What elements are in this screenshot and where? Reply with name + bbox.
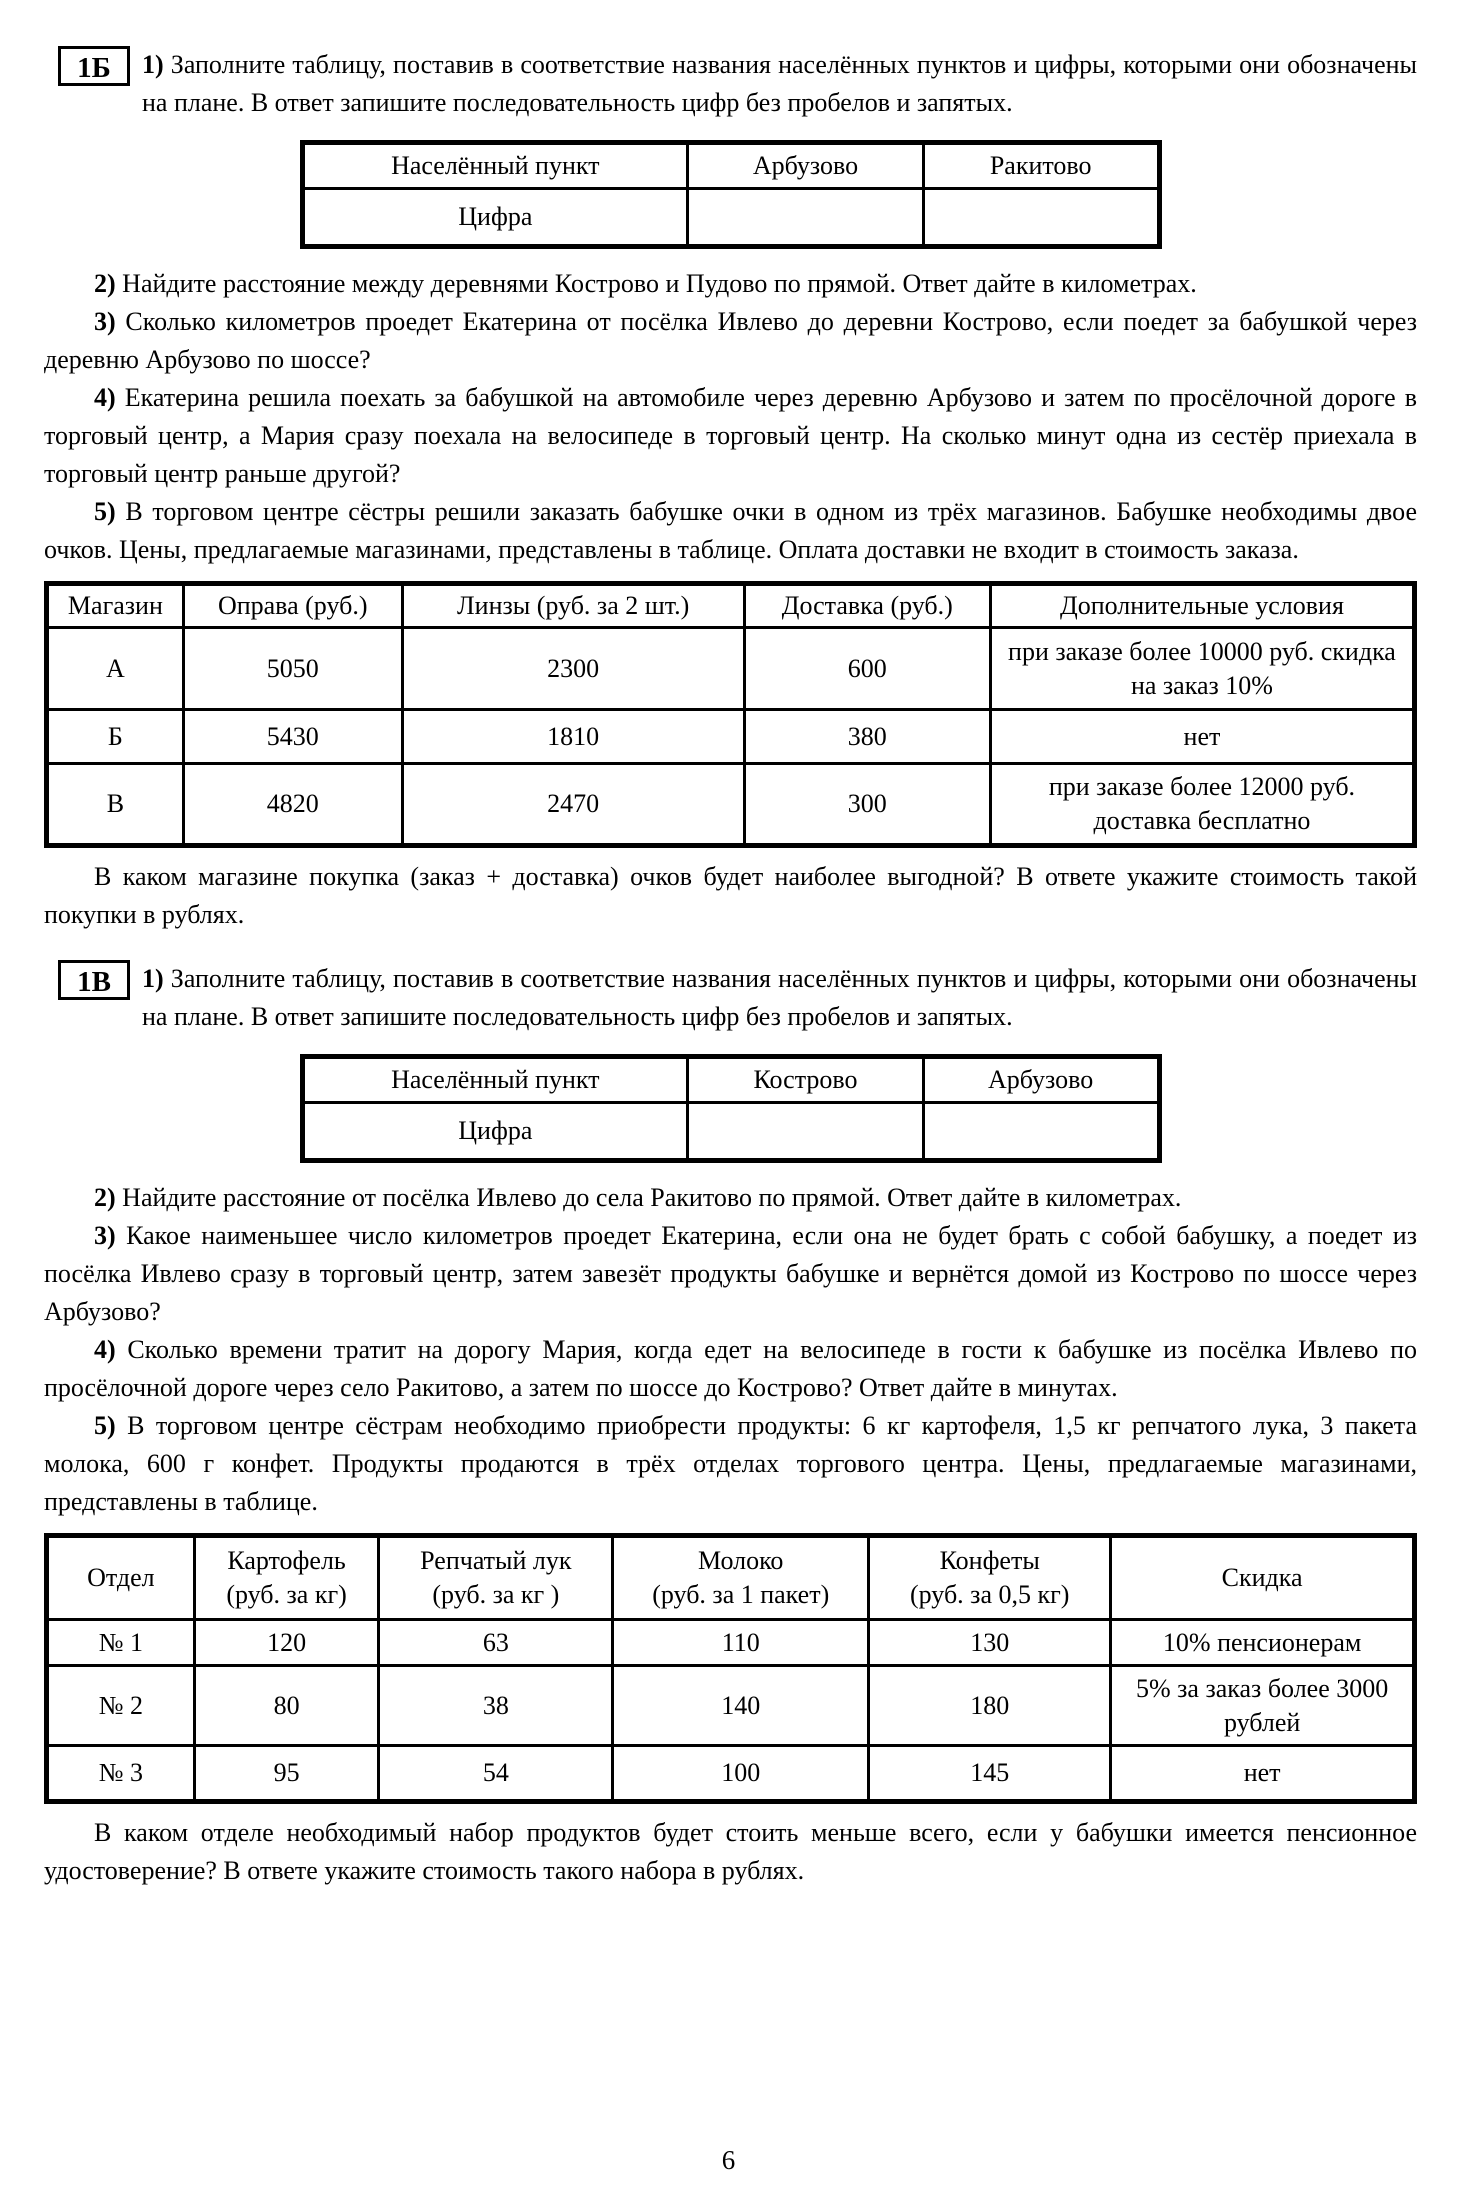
digit-row-label: Цифра — [302, 1103, 688, 1161]
delivery-price-cell: 600 — [744, 628, 990, 710]
answer-cell-empty — [923, 1103, 1159, 1161]
milk-price-cell: 100 — [613, 1746, 869, 1802]
task-1b-item-4 — [44, 379, 1417, 493]
column-title: Репчатый лук — [420, 1546, 572, 1575]
task-1v-item-5 — [44, 1407, 1417, 1521]
conditions-cell: при заказе более 10000 руб. скидка на заказ 10% — [990, 628, 1414, 710]
item-text: В торговом центре сёстрам необходимо приобрести продукты: 6 кг картофеля, 1,5 кг репчатого лука, 3 пакета молока, 600 г конфет. Продукты продаются в трёх отделах торгового центра. Цены, предлагаемые магазинами, представлены в таблице. — [44, 1411, 1417, 1516]
sweets-price-cell: 145 — [869, 1746, 1111, 1802]
item-number: 1) — [142, 964, 164, 993]
table-row — [302, 189, 1159, 247]
table-row-shop-b — [47, 710, 1415, 764]
column-header-conditions: Дополнительные условия — [990, 584, 1414, 628]
onion-price-cell: 54 — [379, 1746, 613, 1802]
delivery-price-cell: 380 — [744, 710, 990, 764]
task-1b-item-3 — [44, 303, 1417, 379]
item-text: В торговом центре сёстры решили заказать бабушке очки в одном из трёх магазинов. Бабушке необходимы двое очков. Цены, предлагаемые магазинами, представлены в таблице. Оплата доставки не входит в стоимость заказа. — [44, 497, 1418, 564]
settlement-name-cell: Арбузово — [688, 143, 924, 189]
settlement-name-cell: Ракитово — [923, 143, 1159, 189]
settlements-table-1v — [300, 1054, 1162, 1163]
table-header-row — [47, 1536, 1415, 1620]
sweets-price-cell: 130 — [869, 1620, 1111, 1666]
department-cell: № 2 — [47, 1666, 195, 1746]
item-number: 3) — [94, 1221, 116, 1250]
item-text: Какое наименьшее число километров проедет Екатерина, если она не будет брать с собой бабушку, а поедет из посёлка Ивлево сразу в торговый центр, затем завезёт продукты бабушке и вернётся домой из Кострово по шоссе через Арбузово? — [44, 1221, 1417, 1326]
task-1b-item-2 — [44, 265, 1417, 303]
table-row — [302, 143, 1159, 189]
table-row-dept-2 — [47, 1666, 1415, 1746]
column-unit: (руб. за 0,5 кг) — [909, 1580, 1070, 1609]
column-header-frame: Оправа (руб.) — [183, 584, 402, 628]
lenses-price-cell: 1810 — [402, 710, 744, 764]
item-text: Сколько километров проедет Екатерина от посёлка Ивлево до деревни Кострово, если поедет за бабушкой через деревню Арбузово по шоссе? — [44, 307, 1417, 374]
shop-cell: А — [47, 628, 184, 710]
task-header-1v — [44, 960, 1417, 1036]
column-header-milk — [613, 1536, 869, 1620]
question-1v: В каком отделе необходимый набор продуктов будет стоить меньше всего, если у бабушки имеется пенсионное удостоверение? В ответе укажите стоимость такого набора в рублях. — [44, 1818, 1417, 1885]
settlements-table-1b — [300, 140, 1162, 249]
conditions-cell: при заказе более 12000 руб. доставка бесплатно — [990, 764, 1414, 846]
task-1v-item-2 — [44, 1179, 1417, 1217]
column-title: Скидка — [1221, 1563, 1303, 1592]
column-header-potatoes — [194, 1536, 379, 1620]
column-header-shop: Магазин — [47, 584, 184, 628]
table-row-shop-a — [47, 628, 1415, 710]
table-row — [302, 1103, 1159, 1161]
delivery-price-cell: 300 — [744, 764, 990, 846]
answer-cell-empty — [923, 189, 1159, 247]
sweets-price-cell: 180 — [869, 1666, 1111, 1746]
shop-cell: Б — [47, 710, 184, 764]
digit-row-label: Цифра — [302, 189, 688, 247]
answer-cell-empty — [688, 189, 924, 247]
task-label-1b: 1Б — [58, 46, 130, 86]
optics-shops-table — [44, 581, 1417, 848]
lenses-price-cell: 2470 — [402, 764, 744, 846]
lenses-price-cell: 2300 — [402, 628, 744, 710]
item-number: 1) — [142, 50, 164, 79]
table-row-shop-v — [47, 764, 1415, 846]
column-header-onion — [379, 1536, 613, 1620]
item-number: 5) — [94, 497, 116, 526]
item-text: Заполните таблицу, поставив в соответствие названия населённых пунктов и цифры, которыми они обозначены на плане. В ответ запишите последовательность цифр без пробелов и запятых. — [142, 50, 1417, 117]
frame-price-cell: 4820 — [183, 764, 402, 846]
frame-price-cell: 5430 — [183, 710, 402, 764]
item-number: 2) — [94, 269, 116, 298]
item-number: 3) — [94, 307, 116, 336]
table-header-row — [47, 584, 1415, 628]
task-1b-item-1 — [142, 46, 1417, 122]
potatoes-price-cell: 80 — [194, 1666, 379, 1746]
onion-price-cell: 63 — [379, 1620, 613, 1666]
milk-price-cell: 140 — [613, 1666, 869, 1746]
column-unit: (руб. за кг) — [226, 1580, 347, 1609]
column-header-discount — [1111, 1536, 1415, 1620]
column-title: Картофель — [227, 1546, 346, 1575]
column-unit: (руб. за кг ) — [432, 1580, 560, 1609]
department-cell: № 3 — [47, 1746, 195, 1802]
table-row-dept-1 — [47, 1620, 1415, 1666]
task-header-1b — [44, 46, 1417, 122]
grocery-departments-table — [44, 1533, 1417, 1804]
settlement-name-cell: Арбузово — [923, 1057, 1159, 1103]
onion-price-cell: 38 — [379, 1666, 613, 1746]
milk-price-cell: 110 — [613, 1620, 869, 1666]
item-text: Екатерина решила поехать за бабушкой на автомобиле через деревню Арбузово и затем по просёлочной дороге в торговый центр, а Мария сразу поехала на велосипеде в торговый центр. На сколько минут одна из сестёр приехала в торговый центр раньше другой? — [44, 383, 1417, 488]
task-1v-item-1 — [142, 960, 1417, 1036]
shop-cell: В — [47, 764, 184, 846]
table-row-dept-3 — [47, 1746, 1415, 1802]
column-unit: (руб. за 1 пакет) — [652, 1580, 830, 1609]
settlement-header-cell: Населённый пункт — [302, 1057, 688, 1103]
answer-cell-empty — [688, 1103, 924, 1161]
column-header-lenses: Линзы (руб. за 2 шт.) — [402, 584, 744, 628]
column-title: Отдел — [87, 1563, 155, 1592]
column-title: Конфеты — [939, 1546, 1040, 1575]
column-header-department — [47, 1536, 195, 1620]
discount-cell: 10% пенсионерам — [1111, 1620, 1415, 1666]
settlement-header-cell: Населённый пункт — [302, 143, 688, 189]
item-number: 4) — [94, 383, 116, 412]
column-title: Молоко — [698, 1546, 784, 1575]
conditions-cell: нет — [990, 710, 1414, 764]
department-cell: № 1 — [47, 1620, 195, 1666]
discount-cell: 5% за заказ более 3000 рублей — [1111, 1666, 1415, 1746]
settlement-name-cell: Кострово — [688, 1057, 924, 1103]
task-label-1v: 1В — [58, 960, 130, 1000]
question-1b: В каком магазине покупка (заказ + доставка) очков будет наиболее выгодной? В ответе укажите стоимость такой покупки в рублях. — [44, 862, 1417, 929]
item-number: 5) — [94, 1411, 116, 1440]
frame-price-cell: 5050 — [183, 628, 402, 710]
column-header-sweets — [869, 1536, 1111, 1620]
table-row — [302, 1057, 1159, 1103]
task-1b-item-5 — [44, 493, 1417, 569]
item-text: Найдите расстояние между деревнями Кострово и Пудово по прямой. Ответ дайте в километрах. — [122, 269, 1197, 298]
column-header-delivery: Доставка (руб.) — [744, 584, 990, 628]
discount-cell: нет — [1111, 1746, 1415, 1802]
item-number: 4) — [94, 1335, 116, 1364]
potatoes-price-cell: 120 — [194, 1620, 379, 1666]
item-number: 2) — [94, 1183, 116, 1212]
item-text: Сколько времени тратит на дорогу Мария, когда едет на велосипеде в гости к бабушке из посёлка Ивлево по просёлочной дороге через село Ракитово, а затем по шоссе до Кострово? Ответ дайте в минутах. — [44, 1335, 1417, 1402]
task-1v-item-3 — [44, 1217, 1417, 1331]
potatoes-price-cell: 95 — [194, 1746, 379, 1802]
task-1v-item-4 — [44, 1331, 1417, 1407]
item-text: Заполните таблицу, поставив в соответствие названия населённых пунктов и цифры, которыми они обозначены на плане. В ответ запишите последовательность цифр без пробелов и запятых. — [142, 964, 1417, 1031]
page-number: 6 — [721, 2145, 736, 2175]
item-text: Найдите расстояние от посёлка Ивлево до села Ракитово по прямой. Ответ дайте в километрах. — [122, 1183, 1182, 1212]
